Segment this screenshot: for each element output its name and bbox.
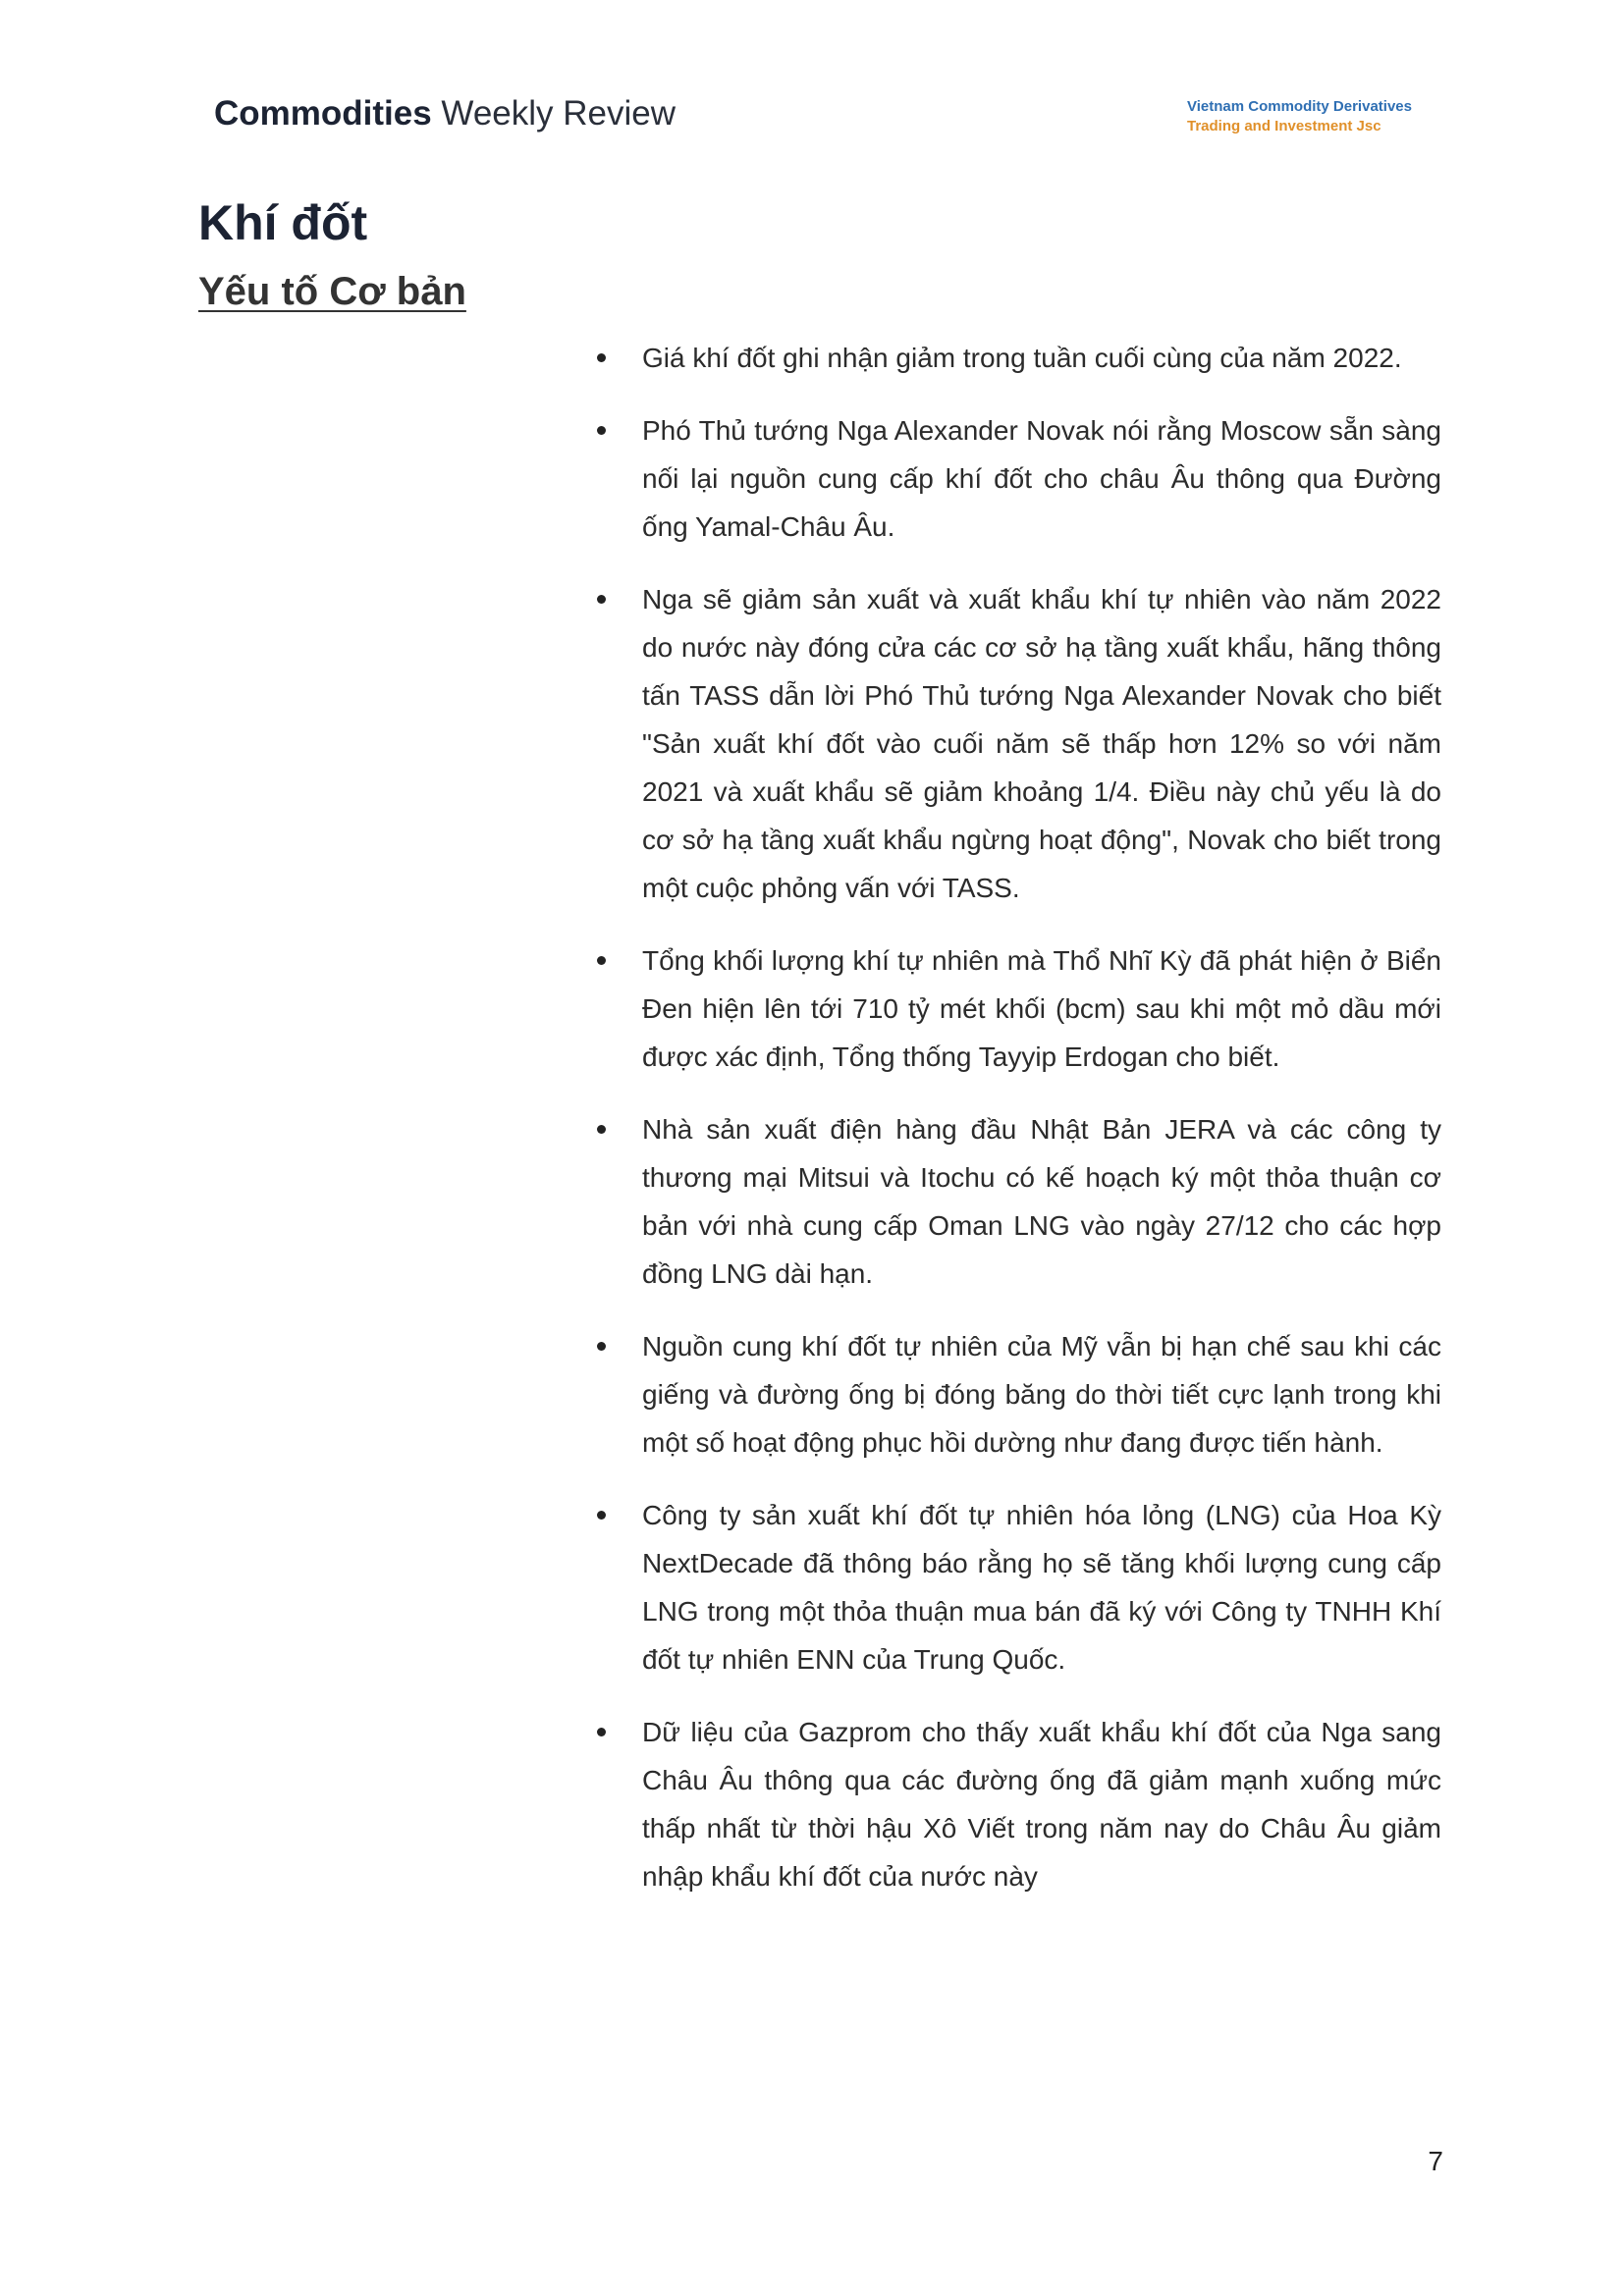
bullet-item — [591, 1491, 1441, 1683]
bullet-text: Tổng khối lượng khí tự nhiên mà Thổ Nhĩ Kỳ đã phát hiện ở Biển Đen hiện lên tới 710 tỷ mét khối (bcm) sau khi một mỏ dầu mới được xác định, Tổng thống Tayyip Erdogan cho biết. — [642, 945, 1441, 1072]
company-logo — [1187, 97, 1412, 136]
bullet-dot-icon — [597, 426, 606, 435]
bullet-text: Phó Thủ tướng Nga Alexander Novak nói rằng Moscow sẵn sàng nối lại nguồn cung cấp khí đốt cho châu Âu thông qua Đường ống Yamal-Châu Âu. — [642, 415, 1441, 542]
bullet-dot-icon — [597, 956, 606, 965]
bullet-dot-icon — [597, 353, 606, 362]
bullet-dot-icon — [597, 1342, 606, 1351]
bullet-text: Nhà sản xuất điện hàng đầu Nhật Bản JERA và các công ty thương mại Mitsui và Itochu có kế hoạch ký một thỏa thuận cơ bản với nhà cung cấp Oman LNG vào ngày 27/12 cho các hợp đồng LNG dài hạn. — [642, 1114, 1441, 1289]
logo-line-2: Trading and Investment Jsc — [1187, 118, 1381, 134]
bullet-item — [591, 1105, 1441, 1298]
section-title: Khí đốt — [198, 195, 368, 250]
bullet-dot-icon — [597, 1511, 606, 1520]
bullet-item — [591, 575, 1441, 912]
bullet-text: Dữ liệu của Gazprom cho thấy xuất khẩu khí đốt của Nga sang Châu Âu thông qua các đường ống đã giảm mạnh xuống mức thấp nhất từ thời hậu Xô Viết trong năm nay do Châu Âu giảm nhập khẩu khí đốt của nước này — [642, 1717, 1441, 1892]
bullet-dot-icon — [597, 1728, 606, 1736]
page-header — [0, 0, 1624, 157]
report-title-light: Weekly Review — [431, 94, 677, 133]
bullet-item — [591, 936, 1441, 1081]
bullet-item — [591, 334, 1441, 382]
bullet-dot-icon — [597, 595, 606, 604]
bullet-text: Nga sẽ giảm sản xuất và xuất khẩu khí tự nhiên vào năm 2022 do nước này đóng cửa các cơ sở hạ tầng xuất khẩu, hãng thông tấn TASS dẫn lời Phó Thủ tướng Nga Alexander Novak cho biết "Sản xuất khí đốt vào cuối năm sẽ thấp hơn 12% so với năm 2021 và xuất khẩu sẽ giảm khoảng 1/4. Điều này chủ yếu là do cơ sở hạ tầng xuất khẩu ngừng hoạt động", Novak cho biết trong một cuộc phỏng vấn với TASS. — [642, 584, 1441, 903]
bullet-text: Công ty sản xuất khí đốt tự nhiên hóa lỏng (LNG) của Hoa Kỳ NextDecade đã thông báo rằng họ sẽ tăng khối lượng cung cấp LNG trong một thỏa thuận mua bán đã ký với Công ty TNHH Khí đốt tự nhiên ENN của Trung Quốc. — [642, 1500, 1441, 1675]
bullet-item — [591, 1322, 1441, 1467]
bullet-item — [591, 1708, 1441, 1900]
report-title-bold: Commodities — [214, 94, 432, 133]
bullet-item — [591, 406, 1441, 551]
bullet-text: Giá khí đốt ghi nhận giảm trong tuần cuối cùng của năm 2022. — [642, 343, 1402, 373]
bullet-dot-icon — [597, 1125, 606, 1134]
section-subtitle: Yếu tố Cơ bản — [198, 270, 466, 313]
report-title — [214, 94, 676, 133]
bullet-text: Nguồn cung khí đốt tự nhiên của Mỹ vẫn bị hạn chế sau khi các giếng và đường ống bị đóng băng do thời tiết cực lạnh trong khi một số hoạt động phục hồi dường như đang được tiến hành. — [642, 1331, 1441, 1458]
page-number: 7 — [1428, 2146, 1443, 2176]
news-bullet-list — [591, 334, 1441, 1925]
logo-line-1: Vietnam Commodity Derivatives — [1187, 98, 1412, 115]
